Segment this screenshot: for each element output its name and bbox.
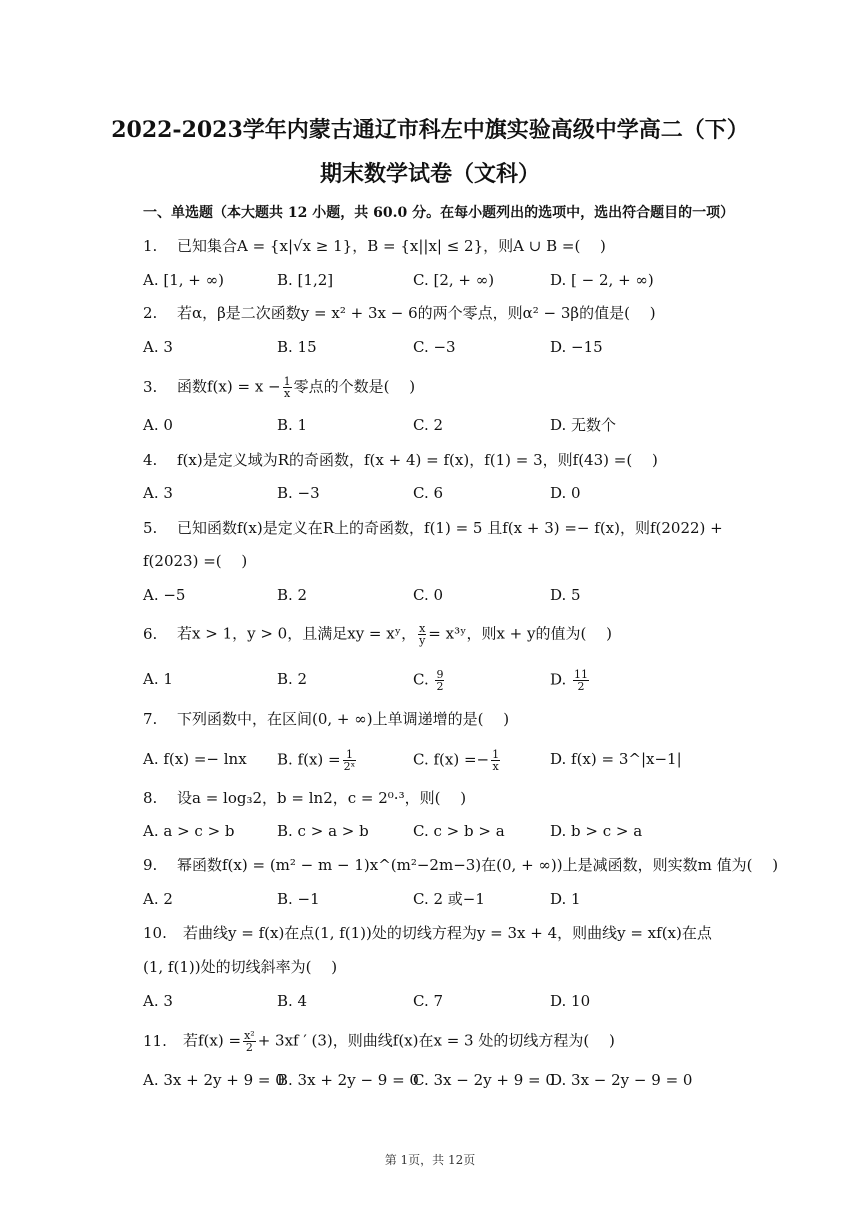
title-line-2: 期末数学试卷（文科）: [319, 161, 540, 187]
question-5-cont: f(2023) =( ): [143, 552, 248, 570]
q7-option-c: C. f(x) =− $\frac{1}{x}$: [413, 748, 500, 773]
q6-option-b: B. 2: [277, 670, 308, 688]
question-11: 11. 若f(x) = $\frac{\text{x²}}{2}$ + 3xf ′ (3)，则曲线f(x)在x = 3 处的切线方程为( ): [143, 1029, 615, 1054]
q8-option-c: C. c > b > a: [413, 822, 505, 840]
q1-option-b: B. [1,2]: [277, 271, 334, 289]
question-8: 8. 设a = log₃2，b = ln2，c = 2⁰·³，则( ): [143, 789, 467, 807]
q11-option-a: A. 3x + 2y + 9 = 0: [143, 1071, 285, 1089]
q5-option-b: B. 2: [277, 586, 308, 604]
q6-option-a: A. 1: [143, 670, 173, 688]
question-3: 3. 函数f(x) = x − $\frac{1}{x}$ 零点的个数是( ): [143, 375, 416, 400]
q10-option-b: B. 4: [277, 992, 308, 1010]
question-9: 9. 幂函数f(x) = (m² − m − 1)x^(m²−2m−3)在(0, + ∞))上是减函数，则实数m 值为( ): [143, 856, 779, 874]
q2-option-b: B. 15: [277, 338, 317, 356]
q2-option-a: A. 3: [143, 338, 173, 356]
question-4: 4. f(x)是定义域为R的奇函数，f(x + 4) = f(x)，f(1) = 3，则f(43) =( ): [143, 451, 658, 469]
q5-option-d: D. 5: [550, 586, 581, 604]
q1-option-d: D. [ − 2, + ∞): [550, 271, 654, 289]
q9-option-c: C. 2 或−1: [413, 890, 485, 908]
question-10: 10. 若曲线y = f(x)在点(1, f(1))处的切线方程为y = 3x + 4，则曲线y = xf(x)在点: [143, 924, 712, 942]
section-heading: 一、单选题（本大题共 12 小题，共 60.0 分。在每小题列出的选项中，选出符合题目的一项）: [143, 205, 735, 221]
q7-option-a: A. f(x) =− lnx: [143, 750, 247, 768]
q3-option-b: B. 1: [277, 416, 308, 434]
q9-option-a: A. 2: [143, 890, 173, 908]
q7-option-d: D. f(x) = 3^|x−1|: [550, 750, 682, 768]
question-10-cont: (1, f(1))处的切线斜率为( ): [143, 958, 338, 976]
q8-option-d: D. b > c > a: [550, 822, 643, 840]
q11-option-b: B. 3x + 2y − 9 = 0: [277, 1071, 419, 1089]
q9-option-b: B. −1: [277, 890, 320, 908]
q4-option-d: D. 0: [550, 484, 581, 502]
q5-option-a: A. −5: [143, 586, 186, 604]
q7-option-b: B. f(x) = $\frac{1}{\text{2ˣ}}$: [277, 748, 356, 773]
q1-option-a: A. [1, + ∞): [143, 271, 224, 289]
q4-option-c: C. 6: [413, 484, 444, 502]
q10-option-c: C. 7: [413, 992, 444, 1010]
q10-option-d: D. 10: [550, 992, 591, 1010]
q3-option-a: A. 0: [143, 416, 173, 434]
q3-fraction: $\frac{1}{x}$: [283, 375, 291, 400]
q11-fraction: $\frac{\text{x²}}{2}$: [244, 1029, 255, 1054]
q2-option-d: D. −15: [550, 338, 603, 356]
q6-option-d: D. $\frac{11}{2}$: [550, 668, 589, 693]
q4-option-a: A. 3: [143, 484, 173, 502]
title-line-1: 2022-2023学年内蒙古通辽市科左中旗实验高级中学高二（下）: [111, 117, 749, 143]
q4-option-b: B. −3: [277, 484, 320, 502]
page-footer: 第 1页，共 12页: [384, 1153, 476, 1167]
q8-option-a: A. a > c > b: [143, 822, 235, 840]
q6-option-c: C. $\frac{9}{2}$: [413, 668, 444, 693]
q3-option-c: C. 2: [413, 416, 444, 434]
question-5: 5. 已知函数f(x)是定义在R上的奇函数，f(1) = 5 且f(x + 3) =− f(x)，则f(2022) +: [143, 519, 723, 537]
q8-option-b: B. c > a > b: [277, 822, 369, 840]
q9-option-d: D. 1: [550, 890, 581, 908]
q6-fraction: $\frac{x}{y}$: [419, 622, 426, 647]
q11-option-c: C. 3x − 2y + 9 = 0: [413, 1071, 555, 1089]
q2-option-c: C. −3: [413, 338, 456, 356]
question-6: 6. 若x > 1，y > 0，且满足xy = xʸ， $\frac{x}{y}$ = x³ʸ，则x + y的值为( ): [143, 622, 612, 647]
q10-option-a: A. 3: [143, 992, 173, 1010]
question-7: 7. 下列函数中，在区间(0, + ∞)上单调递增的是( ): [143, 710, 510, 728]
q3-option-d: D. 无数个: [550, 416, 617, 434]
q5-option-c: C. 0: [413, 586, 444, 604]
question-2: 2. 若α，β是二次函数y = x² + 3x − 6的两个零点，则α² − 3β的值是( ): [143, 304, 656, 322]
q11-option-d: D. 3x − 2y − 9 = 0: [550, 1071, 693, 1089]
q1-option-c: C. [2, + ∞): [413, 271, 495, 289]
question-1: 1. 已知集合A = {x|√x ≥ 1}，B = {x||x| ≤ 2}，则A ∪ B =( ): [143, 237, 606, 255]
